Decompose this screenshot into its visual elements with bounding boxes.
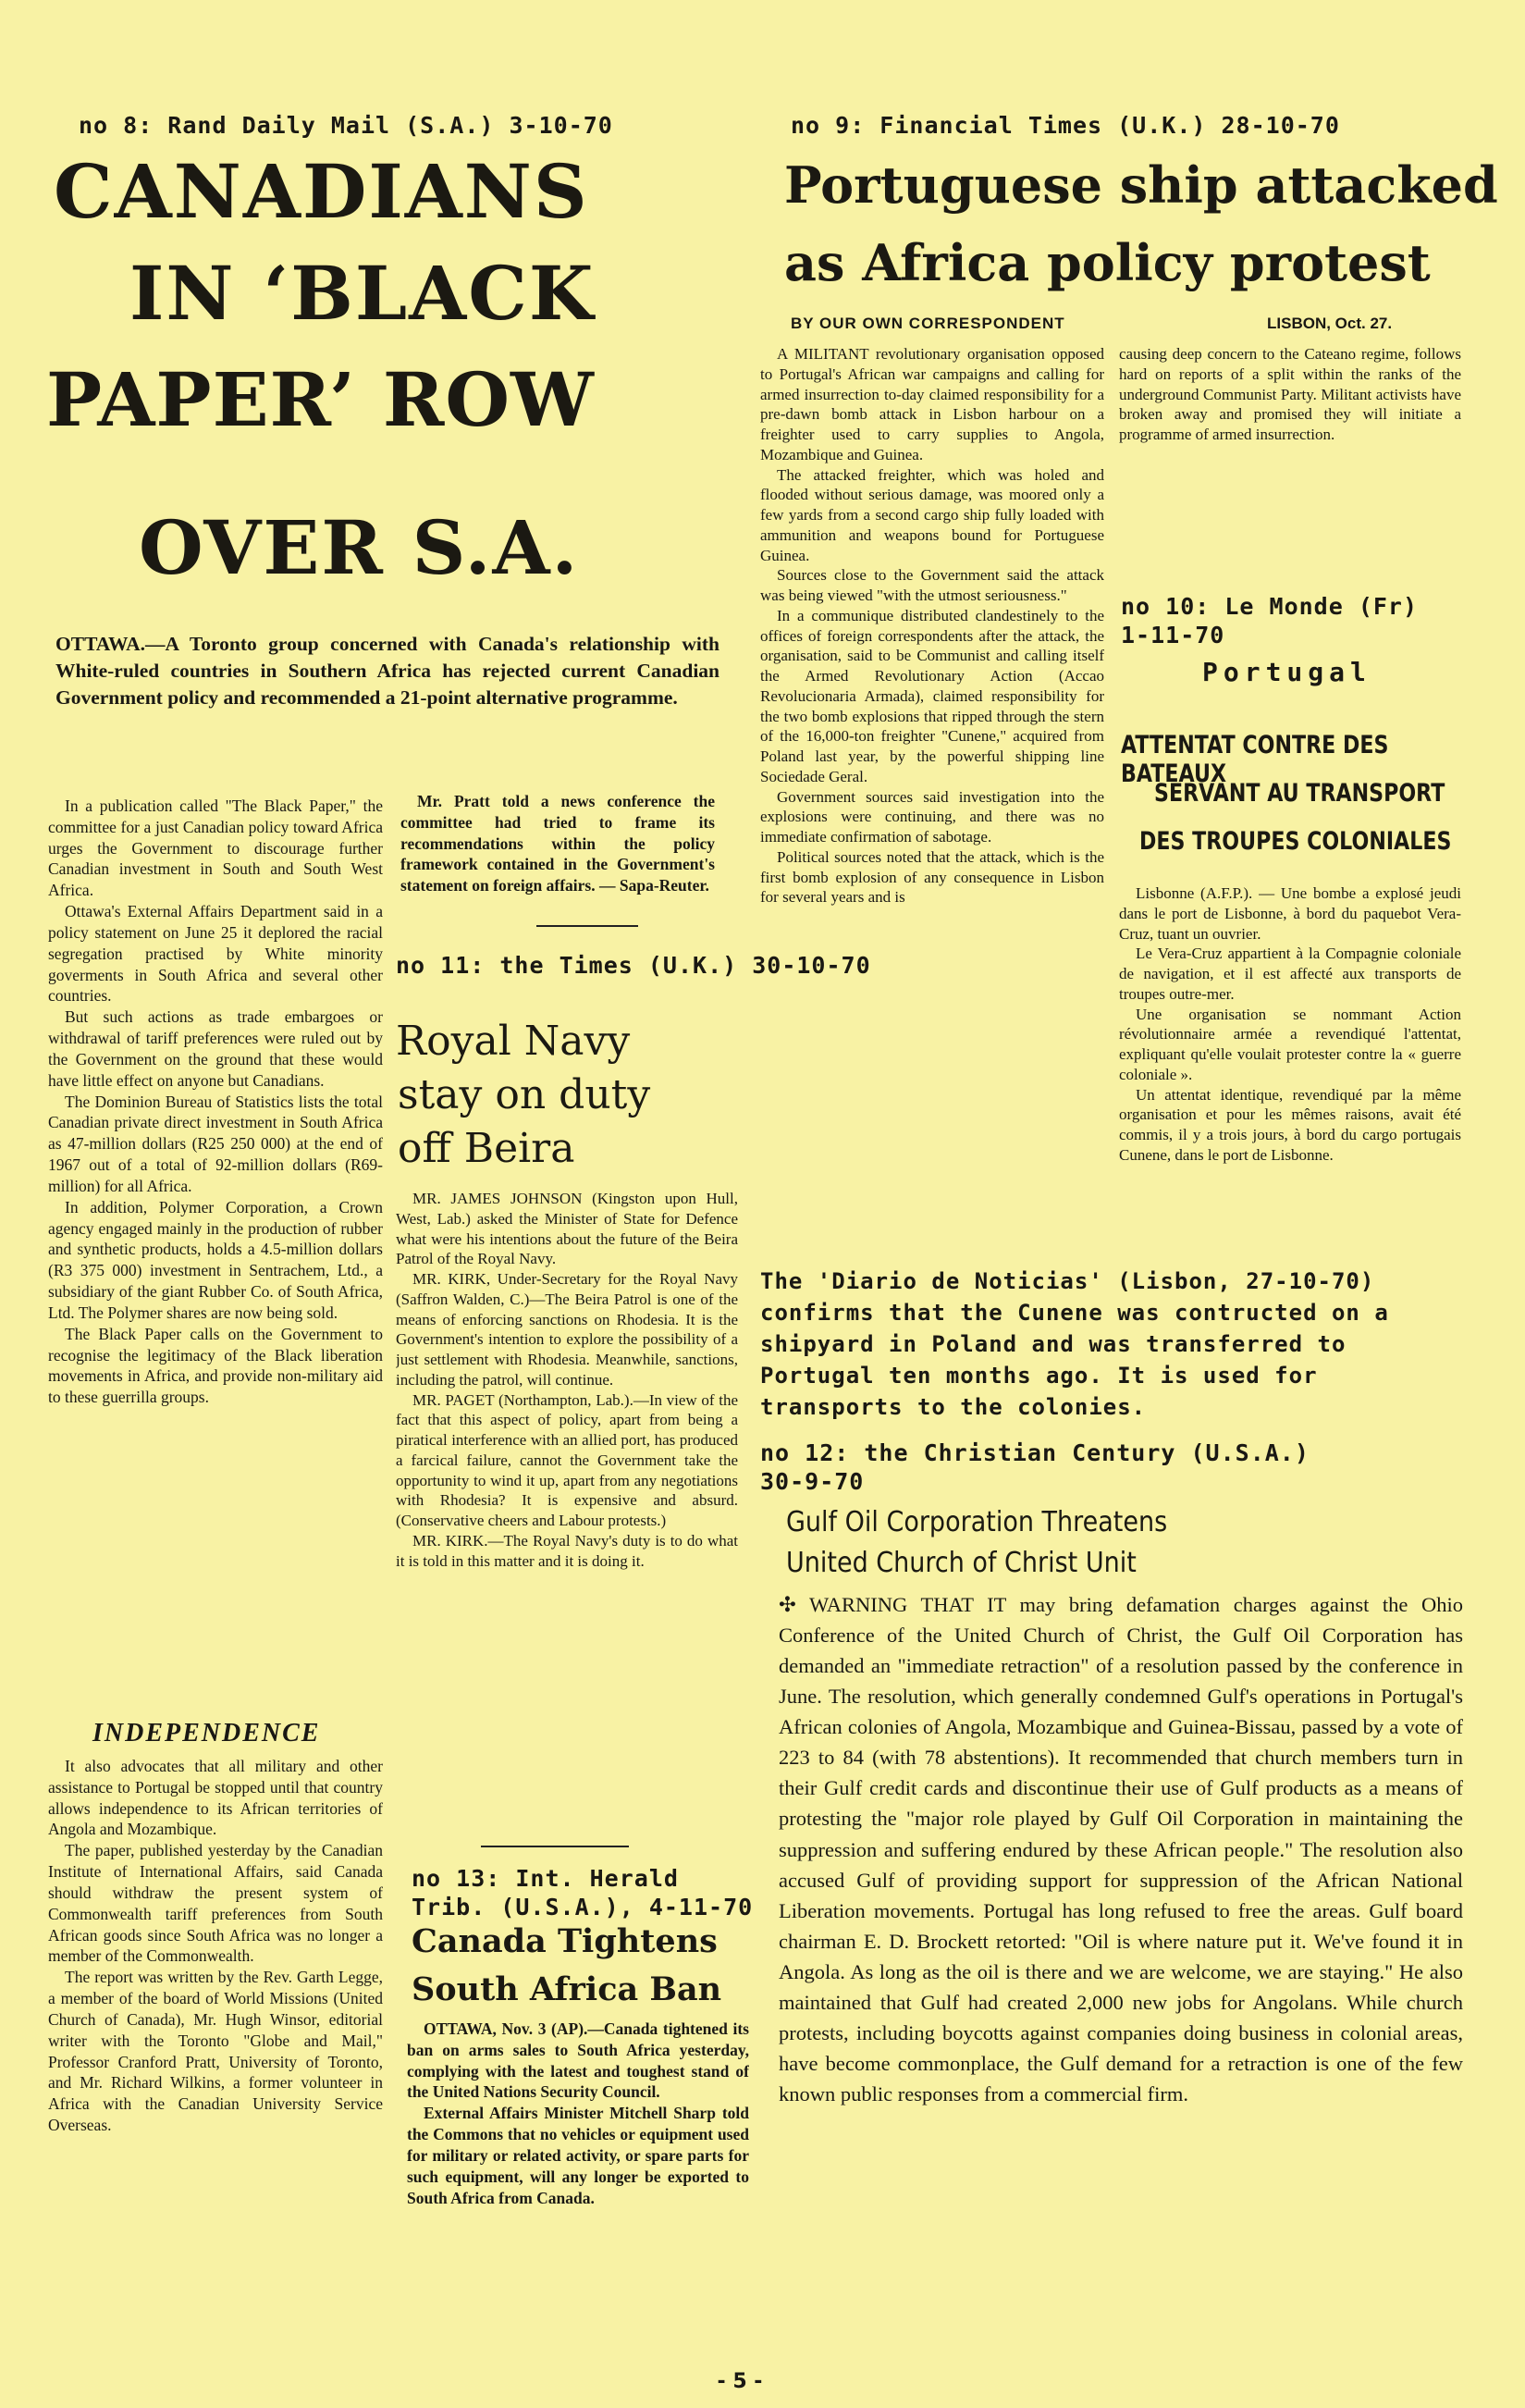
article-8-paragraph: It also advocates that all military and other assistance to Portugal be stopped until that country allows independence to its African territories of Angola and Mozambique.	[48, 1757, 383, 1839]
article-8-headline-line: IN ‘BLACK	[129, 250, 596, 337]
article-10-paragraph: Une organisation se nommant Action révolutionnaire armée a revendiqué l'attentat, expliquant qu'elle voulait protester contre la « guerre coloniale ».	[1119, 1005, 1461, 1083]
article-8-paragraph: The paper, published yesterday by the Canadian Institute of International Affairs, said Canada should withdraw the present system of Commonwealth tariff preferences from South African goods since South Africa was no longer a member of the Commonwealth.	[48, 1841, 383, 1966]
article-11-paragraph: MR. KIRK.—The Royal Navy's duty is to do what it is told in this matter and it is doing it.	[396, 1531, 738, 1570]
article-8-paragraph: In a publication called "The Black Paper," the committee for a just Canadian policy toward Africa urges the Government to discourage further Canadian investment in South and South West Africa.	[48, 796, 383, 900]
article-9-byline: BY OUR OWN CORRESPONDENT	[791, 315, 1065, 332]
article-8-source-label: no 8: Rand Daily Mail (S.A.) 3-10-70	[79, 112, 613, 139]
article-9-paragraph: causing deep concern to the Cateano regime, follows hard on reports of a split within the ranks of the underground Communist Party. Militant activists have broken away and promised they will initiate a programme of armed insurrection.	[1119, 345, 1461, 443]
article-8-paragraph: Ottawa's External Affairs Department said in a policy statement on June 25 it deplored the racial segregation practised by White minority goverments in South Africa and several other countries.	[48, 902, 383, 1006]
article-8-column-1b	[48, 1756, 383, 2385]
article-9-paragraph: Government sources said investigation into the explosions were continuing, and there was no immediate confirmation of sabotage.	[760, 787, 1104, 846]
divider	[481, 1846, 629, 1847]
article-9-dateline: LISBON, Oct. 27.	[1267, 315, 1393, 332]
article-11-paragraph: MR. PAGET (Northampton, Lab.).—In view of the fact that this aspect of policy, apart from being a piratical interference with an allied port, has produced a farcical failure, cannot the Government take the opportunity to wind it up, apart from any negotiations with Rhodesia? It is expensive and absurd. (Conservative cheers and Labour protests.)	[396, 1390, 738, 1529]
page-number: - 5 -	[717, 2370, 763, 2393]
article-9-column-2	[1119, 344, 1461, 538]
article-11-paragraph: MR. JAMES JOHNSON (Kingston upon Hull, West, Lab.) asked the Minister of State for Defence what were his intentions about the future of the Beira Patrol of the Royal Navy.	[396, 1190, 738, 1268]
article-8-paragraph: But such actions as trade embargoes or withdrawal of tariff preferences were ruled out by the Government on the ground that these would have little effect on anyone but Canadians.	[48, 1007, 383, 1090]
article-12-paragraph: ✣ WARNING THAT IT may bring defamation charges against the Ohio Conference of the United Church of Christ, the Gulf Oil Corporation has demanded an "immediate retraction" of a resolution passed by the conference in June. The resolution, which generally condemned Gulf's operations in Portugal's African colonies of Angola, Mozambique and Guinea-Bissau, passed by a vote of 223 to 84 (with 78 abstentions). It recommended that church members turn in their Gulf credit cards and discontinue their use of Gulf products as a means of protesting the "major role played by Gulf Oil Corporation in maintaining the suppression and suffering endured by these African people." The resolution also accused Gulf of providing support for suppression of the African National Liberation movements. Portugal has long refused to free the areas. Gulf board chairman E. D. Brockett retorted: "Oil is where nature put it. We've found it in Angola. As long as the oil is there and we are welcome, we are staying." He also maintained that Gulf had created 2,000 new jobs for Angolans. While church protests, including boycotts against companies doing business in colonial areas, have become commonplace, the Gulf demand for a retraction is one of the few known public responses from a commercial firm.	[779, 1593, 1463, 2105]
article-8-headline-line: CANADIANS	[54, 148, 589, 235]
article-13-body	[407, 2019, 749, 2398]
article-12-body	[779, 1589, 1463, 2376]
article-8-headline-line: OVER S.A.	[139, 504, 580, 591]
article-12-source-label: no 12: the Christian Century (U.S.A.) 30-9-70	[760, 1439, 1310, 1496]
article-9-paragraph: Political sources noted that the attack, which is the first bomb explosion of any consequence in Lisbon for several years and is	[760, 847, 1104, 907]
article-9-paragraph: A MILITANT revolutionary organisation opposed to Portugal's African war campaigns and calling for armed insurrection to-day claimed responsibility for a pre-dawn bomb attack in Lisbon harbour on a freighter used to carry supplies to Angola, Mozambique and Guinea.	[760, 345, 1104, 463]
article-8-subhead: INDEPENDENCE	[92, 1719, 321, 1747]
article-9-source-label: no 9: Financial Times (U.K.) 28-10-70	[791, 112, 1340, 139]
article-13-paragraph: External Affairs Minister Mitchell Sharp told the Commons that no vehicles or equipment used for military or related activity, or spare parts for such equipment, will any longer be exported to South Africa from Canada.	[407, 2104, 749, 2207]
article-11-headline-line: off Beira	[398, 1125, 575, 1172]
article-13-headline-line: South Africa Ban	[412, 1970, 722, 2008]
article-10-headline-line: ATTENTAT CONTRE DES BATEAUX	[1121, 731, 1389, 788]
article-9-paragraph: In a communique distributed clandestinely to the offices of foreign correspondents after the attack, the organisation, said to be Communist and calling itself the Armed Revolutionary Action (Accao Revolucionaria Armada), claimed responsibility for the two bomb explosions that ripped through the stern of the 16,000-ton freighter "Cunene," acquired from Poland last year, by the powerful shipping line Sociedade Geral.	[760, 606, 1104, 785]
article-10-editor-note: The 'Diario de Noticias' (Lisbon, 27-10-70) confirms that the Cunene was contructed on a shipyard in Poland and was transferred to Portugal ten months ago. It is used for transports to the colonies.	[760, 1268, 1389, 1421]
article-10-source-label: no 10: Le Monde (Fr) 1-11-70	[1121, 593, 1419, 649]
article-13-source-label: no 13: Int. Herald Trib. (U.S.A.), 4-11-70	[412, 1865, 754, 1921]
article-8-paragraph: Mr. Pratt told a news conference the committee had tried to frame its recommendations within the policy framework contained in the Government's statement on foreign affairs. — Sapa-Reuter.	[400, 792, 715, 895]
article-10-kicker: Portugal	[1202, 657, 1371, 687]
article-8-headline-line: PAPER’ ROW	[46, 356, 595, 443]
article-10-headline-line: SERVANT AU TRANSPORT	[1154, 779, 1445, 808]
article-9-paragraph: The attacked freighter, which was holed and flooded without serious damage, was moored only a few yards from a second cargo ship fully loaded with ammunition and weapons bound for Portuguese Guinea.	[760, 465, 1104, 564]
article-12-headline-line: United Church of Christ Unit	[786, 1547, 1137, 1579]
article-8-paragraph: The Black Paper calls on the Government to recognise the legitimacy of the Black liberation movements in Africa, and provide non-military aid to these guerrilla groups.	[48, 1324, 383, 1407]
article-10-paragraph: Le Vera-Cruz appartient à la Compagnie coloniale de navigation, et il est affecté aux transports de troupes outre-mer.	[1119, 945, 1461, 1003]
article-8-paragraph: In addition, Polymer Corporation, a Crown agency engaged mainly in the production of rubber and synthetic products, holds a 4.5-million dollars (R3 375 000) investment in Sentrachem, Ltd., a subsidiary of the giant Rubber Co. of South Africa, Ltd. The Polymer shares are now being sold.	[48, 1197, 383, 1322]
article-8-paragraph: The Dominion Bureau of Statistics lists the total Canadian private direct investment in South Africa as 47-million dollars (R25 250 000) at the end of 1967 out of a total of 92-million dollars (R69-million) for all Africa.	[48, 1092, 383, 1195]
article-8-lead: OTTAWA.—A Toronto group concerned with Canada's relationship with White-ruled countries in Southern Africa has rejected current Canadian Government policy and recommended a 21-point alternative programme.	[55, 633, 719, 710]
divider	[536, 925, 638, 927]
article-8-column-1	[48, 796, 383, 1711]
article-10-headline-line: DES TROUPES COLONIALES	[1139, 827, 1452, 856]
article-10-paragraph: Un attentat identique, revendiqué par la même organisation et pour les mêmes raisons, avait été commis, il y a trois jours, à bord du cargo portugais Cunene, dans le port de Lisbonne.	[1119, 1085, 1461, 1164]
article-9-column-1	[760, 344, 1104, 1269]
article-9-headline-line: Portuguese ship attacked	[784, 155, 1498, 215]
article-11-headline-line: Royal Navy	[396, 1018, 631, 1065]
article-10-paragraph: Lisbonne (A.F.P.). — Une bombe a explosé jeudi dans le port de Lisbonne, à bord du paquebot Vera-Cruz, tuant un ouvrier.	[1119, 884, 1461, 943]
article-8-column-2	[400, 791, 715, 920]
article-11-paragraph: MR. KIRK, Under-Secretary for the Royal Navy (Saffron Walden, C.)—The Beira Patrol is one of the means of enforcing sanctions on Rhodesia. It is the Government's intention to explore the possibility of a just settlement with Rhodesia. Meanwhile, sanctions, including the patrol, will continue.	[396, 1270, 738, 1389]
article-9-headline-line: as Africa policy protest	[784, 233, 1431, 292]
article-12-headline-line: Gulf Oil Corporation Threatens	[786, 1506, 1168, 1538]
article-8-paragraph: The report was written by the Rev. Garth Legge, a member of the board of World Missions (United Church of Canada), Mr. Hugh Winsor, editorial writer with the Toronto "Globe and Mail," Professor Cranford Pratt, University of Toronto, and Mr. Richard Wilkins, a former volunteer in Africa with the Canadian University Service Overseas.	[48, 1968, 383, 2135]
article-11-source-label: no 11: the Times (U.K.) 30-10-70	[396, 952, 871, 979]
article-11-body	[396, 1189, 738, 1836]
article-11-headline-line: stay on duty	[398, 1071, 651, 1118]
article-13-headline-line: Canada Tightens	[412, 1922, 718, 1960]
article-9-paragraph: Sources close to the Government said the attack was being viewed "with the utmost seriousness."	[760, 566, 1104, 604]
article-10-body	[1119, 883, 1461, 1263]
article-13-paragraph: OTTAWA, Nov. 3 (AP).—Canada tightened its ban on arms sales to South Africa yesterday, complying with the latest and toughest stand of the United Nations Security Council.	[407, 2019, 749, 2102]
